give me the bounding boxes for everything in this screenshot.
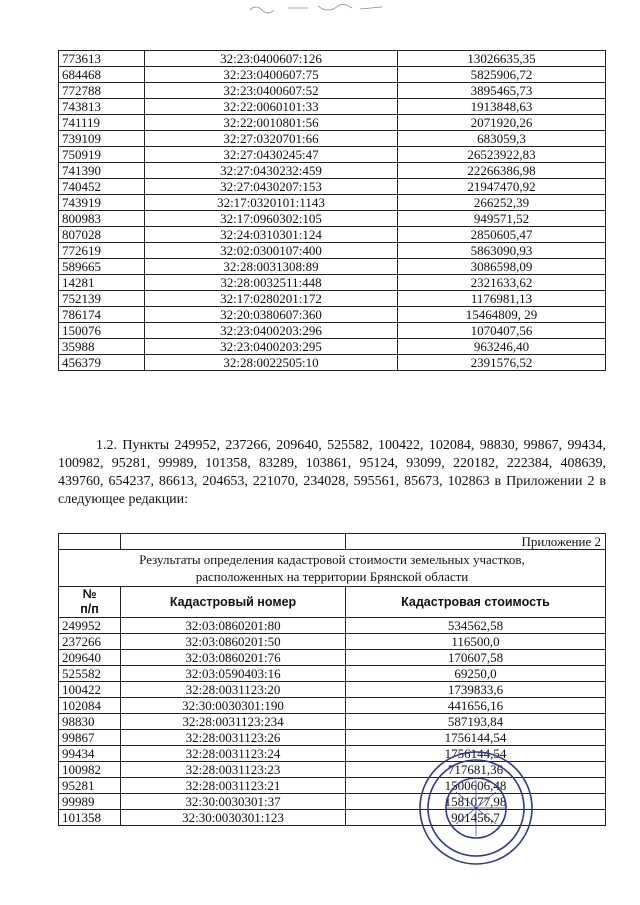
row-number: 589665 xyxy=(59,259,145,275)
row-number: 95281 xyxy=(59,778,121,794)
cadastral-value: 69250,0 xyxy=(346,666,606,682)
row-number: 98830 xyxy=(59,714,121,730)
cadastral-number: 32:28:0031123:26 xyxy=(121,730,346,746)
table-row xyxy=(59,323,606,339)
table-row xyxy=(59,618,606,634)
row-number: 743813 xyxy=(59,99,145,115)
row-number: 209640 xyxy=(59,650,121,666)
cadastral-value: 5825906,72 xyxy=(398,67,606,83)
cadastral-number: 32:28:0031123:21 xyxy=(121,778,346,794)
appendix-label-row xyxy=(59,534,606,550)
table-row xyxy=(59,650,606,666)
row-number: 249952 xyxy=(59,618,121,634)
row-number: 237266 xyxy=(59,634,121,650)
appendix-header-row xyxy=(59,587,606,618)
table-row xyxy=(59,99,606,115)
cadastral-number: 32:02:0300107:400 xyxy=(145,243,398,259)
row-number: 99867 xyxy=(59,730,121,746)
table-row xyxy=(59,355,606,371)
row-number: 102084 xyxy=(59,698,121,714)
row-number: 99989 xyxy=(59,794,121,810)
cadastral-values-table xyxy=(58,50,606,371)
table-row xyxy=(59,67,606,83)
cadastral-value: 2391576,52 xyxy=(398,355,606,371)
cadastral-number: 32:03:0860201:80 xyxy=(121,618,346,634)
table-row xyxy=(59,307,606,323)
cadastral-value: 3086598,09 xyxy=(398,259,606,275)
cadastral-value: 901456,7 xyxy=(346,810,606,826)
table-row xyxy=(59,195,606,211)
cadastral-value: 116500,0 xyxy=(346,634,606,650)
cadastral-value: 2071920,26 xyxy=(398,115,606,131)
cadastral-number: 32:27:0430207:153 xyxy=(145,179,398,195)
table-row xyxy=(59,291,606,307)
table-row xyxy=(59,778,606,794)
cadastral-value: 949571,52 xyxy=(398,211,606,227)
row-number: 101358 xyxy=(59,810,121,826)
cadastral-value: 1581077,98 xyxy=(346,794,606,810)
row-number: 743919 xyxy=(59,195,145,211)
cadastral-number: 32:28:0031123:23 xyxy=(121,762,346,778)
cadastral-number: 32:03:0590403:16 xyxy=(121,666,346,682)
cadastral-number: 32:23:0400607:75 xyxy=(145,67,398,83)
cadastral-value: 2321633,62 xyxy=(398,275,606,291)
cadastral-number: 32:30:0030301:123 xyxy=(121,810,346,826)
row-number: 525582 xyxy=(59,666,121,682)
cadastral-number: 32:23:0400607:52 xyxy=(145,83,398,99)
table-row xyxy=(59,163,606,179)
cadastral-number: 32:28:0031308:89 xyxy=(145,259,398,275)
row-number: 741390 xyxy=(59,163,145,179)
row-number: 739109 xyxy=(59,131,145,147)
table-row xyxy=(59,179,606,195)
cadastral-number: 32:28:0031123:24 xyxy=(121,746,346,762)
cadastral-number: 32:27:0430245:47 xyxy=(145,147,398,163)
row-number: 800983 xyxy=(59,211,145,227)
cadastral-number: 32:22:0060101:33 xyxy=(145,99,398,115)
table-row xyxy=(59,794,606,810)
cadastral-number: 32:20:0380607:360 xyxy=(145,307,398,323)
table-row xyxy=(59,682,606,698)
table-row xyxy=(59,147,606,163)
appendix-label: Приложение 2 xyxy=(346,534,606,550)
table-row xyxy=(59,259,606,275)
cadastral-number: 32:23:0400203:295 xyxy=(145,339,398,355)
table-row xyxy=(59,83,606,99)
cadastral-number: 32:17:0960302:105 xyxy=(145,211,398,227)
row-number: 14281 xyxy=(59,275,145,291)
table-row xyxy=(59,275,606,291)
table-row xyxy=(59,243,606,259)
row-number: 772788 xyxy=(59,83,145,99)
appendix-title: Результаты определения кадастровой стоимости земельных участков, расположенных на территории Брянской области xyxy=(59,550,606,587)
row-number: 456379 xyxy=(59,355,145,371)
cadastral-value: 534562,58 xyxy=(346,618,606,634)
cadastral-value: 1913848,63 xyxy=(398,99,606,115)
cadastral-value: 1739833,6 xyxy=(346,682,606,698)
cadastral-value: 1756144,54 xyxy=(346,730,606,746)
cadastral-number: 32:28:0031123:20 xyxy=(121,682,346,698)
table-row xyxy=(59,339,606,355)
cadastral-number: 32:23:0400607:126 xyxy=(145,51,398,67)
cadastral-number: 32:03:0860201:50 xyxy=(121,634,346,650)
amendment-paragraph: 1.2. Пункты 249952, 237266, 209640, 525582, 100422, 102084, 98830, 99867, 99434, 100982, 95281, 99989, 101358, 83289, 103861, 95124, 93099, 220182, 222384, 408639, 439760, 654237, 86613, 204653, 221070, 234028, 595561, 85673, 102863 в Приложении 2 в следующее редакции: xyxy=(58,438,606,507)
cadastral-number: 32:28:0032511:448 xyxy=(145,275,398,291)
cadastral-value: 266252,39 xyxy=(398,195,606,211)
cadastral-number: 32:30:0030301:37 xyxy=(121,794,346,810)
row-number: 100982 xyxy=(59,762,121,778)
column-header-cadastral-value: Кадастровая стоимость xyxy=(346,587,606,618)
table-row xyxy=(59,730,606,746)
cadastral-number: 32:28:0022505:10 xyxy=(145,355,398,371)
table-row xyxy=(59,762,606,778)
row-number: 786174 xyxy=(59,307,145,323)
appendix-title-row xyxy=(59,550,606,587)
cadastral-value: 15464809, 29 xyxy=(398,307,606,323)
cadastral-value: 5863090,93 xyxy=(398,243,606,259)
row-number: 773613 xyxy=(59,51,145,67)
cadastral-number: 32:17:0320101:1143 xyxy=(145,195,398,211)
cadastral-value: 1756144,54 xyxy=(346,746,606,762)
cadastral-number: 32:03:0860201:76 xyxy=(121,650,346,666)
cadastral-value: 683059,3 xyxy=(398,131,606,147)
cadastral-number: 32:28:0031123:234 xyxy=(121,714,346,730)
table-row xyxy=(59,115,606,131)
row-number: 35988 xyxy=(59,339,145,355)
row-number: 684468 xyxy=(59,67,145,83)
cadastral-number: 32:27:0320701:66 xyxy=(145,131,398,147)
row-number: 772619 xyxy=(59,243,145,259)
row-number: 807028 xyxy=(59,227,145,243)
cadastral-value: 2850605,47 xyxy=(398,227,606,243)
cadastral-value: 170607,58 xyxy=(346,650,606,666)
column-header-cadastral-number: Кадастровый номер xyxy=(121,587,346,618)
appendix-2-table xyxy=(58,533,606,826)
cadastral-number: 32:23:0400203:296 xyxy=(145,323,398,339)
table-row xyxy=(59,211,606,227)
cadastral-value: 587193,84 xyxy=(346,714,606,730)
table-row xyxy=(59,227,606,243)
cadastral-value: 963246,40 xyxy=(398,339,606,355)
cadastral-value: 3895465,73 xyxy=(398,83,606,99)
cadastral-number: 32:30:0030301:190 xyxy=(121,698,346,714)
cadastral-value: 1500606,48 xyxy=(346,778,606,794)
table-row xyxy=(59,131,606,147)
cadastral-value: 717681,36 xyxy=(346,762,606,778)
table-row xyxy=(59,51,606,67)
cadastral-value: 21947470,92 xyxy=(398,179,606,195)
cadastral-number: 32:22:0010801:56 xyxy=(145,115,398,131)
row-number: 150076 xyxy=(59,323,145,339)
cadastral-value: 22266386,98 xyxy=(398,163,606,179)
row-number: 750919 xyxy=(59,147,145,163)
table-row xyxy=(59,634,606,650)
table-row xyxy=(59,746,606,762)
table-row xyxy=(59,810,606,826)
cadastral-value: 1176981,13 xyxy=(398,291,606,307)
table-row xyxy=(59,698,606,714)
table-row xyxy=(59,666,606,682)
cadastral-number: 32:24:0310301:124 xyxy=(145,227,398,243)
cadastral-value: 13026635,35 xyxy=(398,51,606,67)
row-number: 741119 xyxy=(59,115,145,131)
row-number: 740452 xyxy=(59,179,145,195)
cadastral-number: 32:27:0430232:459 xyxy=(145,163,398,179)
header-scribble-mark xyxy=(248,0,388,16)
column-header-number: № п/п xyxy=(59,587,121,618)
row-number: 752139 xyxy=(59,291,145,307)
cadastral-value: 441656,16 xyxy=(346,698,606,714)
cadastral-number: 32:17:0280201:172 xyxy=(145,291,398,307)
row-number: 99434 xyxy=(59,746,121,762)
table-row xyxy=(59,714,606,730)
row-number: 100422 xyxy=(59,682,121,698)
cadastral-value: 1070407,56 xyxy=(398,323,606,339)
cadastral-value: 26523922,83 xyxy=(398,147,606,163)
